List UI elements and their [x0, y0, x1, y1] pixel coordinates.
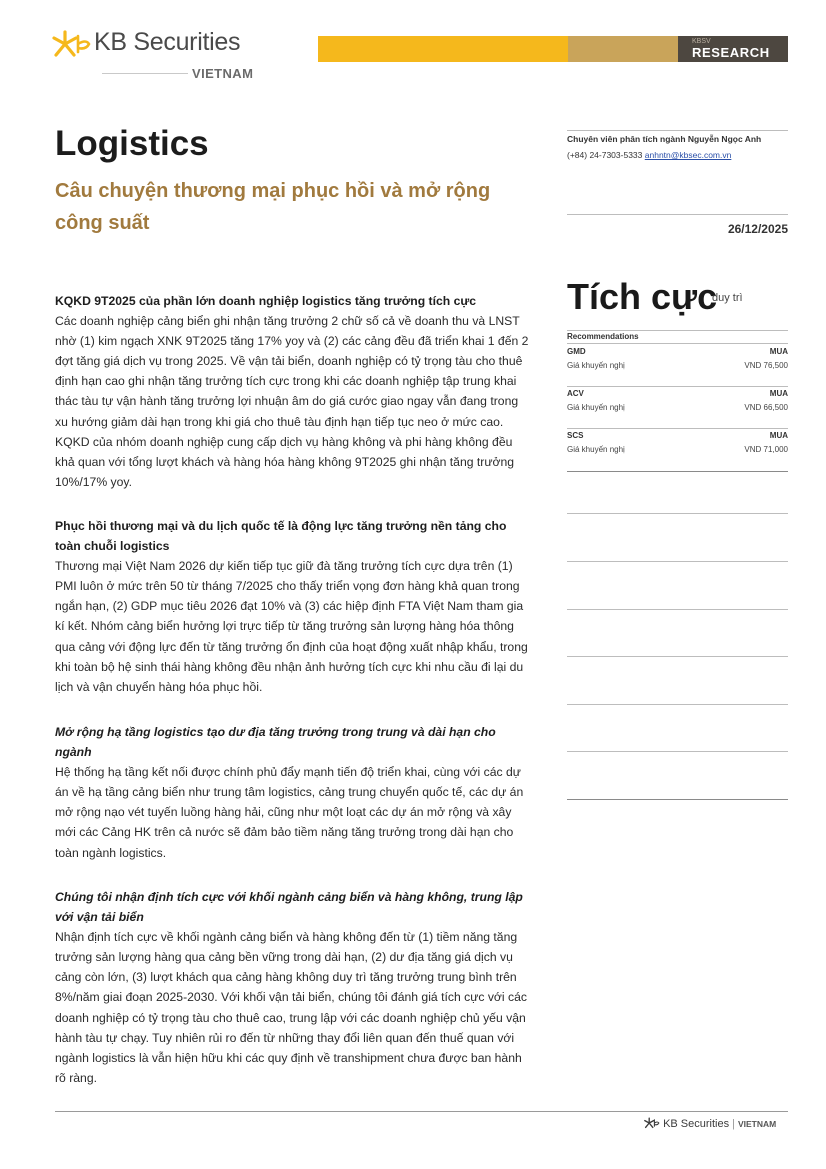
report-date: 26/12/2025: [727, 222, 788, 236]
stock-rating: MUA: [769, 389, 788, 398]
stock-ticker: ACV: [567, 389, 584, 398]
footer-country: VIETNAM: [737, 1119, 777, 1129]
recommendations-heading: Recommendations: [567, 332, 639, 341]
sidebar-empty-rule: [567, 656, 788, 657]
sidebar-empty-rule: [567, 561, 788, 562]
section-heading: KQKD 9T2025 của phần lớn doanh nghiệp logistics tăng trưởng tích cực: [55, 294, 476, 308]
sidebar-empty-rule: [567, 704, 788, 705]
band-small-label: KBSV: [692, 38, 711, 45]
kb-star-icon: [52, 30, 92, 58]
stock-rating: MUA: [769, 431, 788, 440]
analyst-email-link[interactable]: anhntn@kbsec.com.vn: [644, 150, 732, 160]
footer-star-icon: [644, 1117, 660, 1129]
header-band-gold: [568, 36, 678, 62]
target-price-label: Giá khuyến nghị: [567, 361, 625, 370]
stock-rating: MUA: [769, 347, 788, 356]
target-price-label: Giá khuyến nghị: [567, 445, 625, 454]
analyst-name: Chuyên viên phân tích ngành Nguyễn Ngọc Anh: [567, 134, 762, 144]
sidebar-empty-rule: [567, 799, 788, 800]
row-divider: [567, 386, 788, 387]
recommendations-header-rule: [567, 343, 788, 344]
sidebar-empty-rule: [567, 751, 788, 752]
section-body: Thương mại Việt Nam 2026 dự kiến tiếp tục giữ đà tăng trưởng tích cực dựa trên (1) PMI luôn ở mức trên 50 từ tháng 7/2025 cho thấy triển vọng đơn hàng khả quan trong ngắn hạn, (2) GDP mục tiêu 2026 đạt 10% và (3) các hiệp định FTA Việt Nam tham gia kí kết. Nhóm cảng biển hưởng lợi trực tiếp từ tăng trưởng sản lượng hàng hóa thông qua cảng với động lực đến từ tăng trưởng ổn định của hoạt động xuất nhập khẩu, trong khi toàn bộ hệ sinh thái hàng không đều nhận ảnh hưởng tích cực khi nhu cầu đi lại du lịch và vận chuyển hàng hóa phục hồi.: [55, 559, 528, 694]
sidebar-empty-rule: [567, 513, 788, 514]
section-trade-recovery: [55, 516, 533, 697]
section-heading: Chúng tôi nhận định tích cực với khối ngành cảng biển và hàng không, trung lập với vận tải biển: [55, 890, 523, 925]
target-price: VND 66,500: [744, 403, 788, 412]
header-band-yellow: [318, 36, 568, 62]
stock-ticker: GMD: [567, 347, 586, 356]
analyst-phone: (+84) 24-7303-5333: [567, 150, 643, 160]
logo-divider: [102, 73, 188, 74]
analyst-contact: [567, 150, 731, 160]
footer-logo: [644, 1117, 776, 1130]
section-body: Các doanh nghiệp cảng biển ghi nhận tăng trưởng 2 chữ số cả về doanh thu và LNST nhờ (1) kim ngạch XNK 9T2025 tăng 17% yoy và (2) các cảng đều đã triển khai 1 đến 2 đợt tăng giá dịch vụ trong 2025. Về vận tải biển, doanh nghiệp có tỷ trọng tàu cho thuê định hạn cao ghi nhận tăng trưởng tích cực trong khi các doanh nghiệp tập trung khai thác tàu tự vận hành tăng trưởng lợi nhuận âm do giá cước giao ngay vẫn đang trong xu hướng giảm dài hạn trong khi giá cho thuê tàu định hạn tiếp tục neo ở mức cao. KQKD của nhóm doanh nghiệp cung cấp dịch vụ hàng không và phi hàng không đều khả quan với tổng lượt khách và hàng hóa hàng không 9T2025 ghi nhận tăng trưởng 10%/17% yoy.: [55, 314, 529, 489]
target-price: VND 71,000: [744, 445, 788, 454]
brand-name: KB Securities: [94, 28, 241, 56]
section-heading: Mở rộng hạ tầng logistics tạo dư địa tăng trưởng trong trung và dài hạn cho ngành: [55, 725, 496, 760]
section-body: Nhận định tích cực về khối ngành cảng biển và hàng không đến từ (1) tiềm năng tăng trưởng sản lượng hàng qua cảng bền vững trong dài hạn, (2) dư địa tăng giá dịch vụ cảng còn lớn, (3) lượt khách qua cảng hàng không duy trì tăng trưởng trung bình trên 8%/năm giai đoạn 2025-2030. Với khối vận tải biển, chúng tôi đánh giá tích cực với các doanh nghiệp có tỷ trọng tàu cho thuê cao, trung lập với các doanh nghiệp chủ yếu vận hành tàu tự chạy. Tuy nhiên rủi ro đến từ những thay đổi liên quan đến thuế quan với ngành logistics là vẫn hiện hữu khi các quy định về transhipment chưa được ban hành rõ ràng.: [55, 930, 527, 1085]
footer-brand: KB Securities: [663, 1118, 730, 1130]
recommendation-row: [567, 347, 788, 387]
sidebar-empty-rule: [567, 609, 788, 610]
recommendation-row: [567, 431, 788, 471]
section-infrastructure: [55, 722, 533, 863]
date-rule: [567, 214, 788, 215]
section-outlook: [55, 887, 533, 1088]
recommendation-row: [567, 389, 788, 429]
section-body: Hệ thống hạ tầng kết nối được chính phủ đẩy mạnh tiến độ triển khai, cùng với các dự án về hạ tầng cảng biển như trung tâm logistics, cảng trung chuyển quốc tế, các dự án mở rộng nạo vét tuyến luồng hàng hải, cũng như một loạt các dự án mở rộng và xây mới các Cảng HK trên cả nước sẽ đảm bảo tiềm năng tăng trưởng trong dài hạn cho toàn ngành logistics.: [55, 765, 524, 860]
stock-ticker: SCS: [567, 431, 584, 440]
footer-rule: [55, 1111, 788, 1112]
recommendations-bottom-rule: [567, 471, 788, 472]
target-price-label: Giá khuyến nghị: [567, 403, 625, 412]
report-title: Logistics: [55, 124, 209, 163]
kb-securities-logo: [52, 28, 272, 84]
sidebar-top-rule: [567, 130, 788, 131]
report-subtitle: Câu chuyện thương mại phục hồi và mở rộng công suất: [55, 180, 491, 234]
rating-note: duy trì: [712, 292, 743, 304]
sector-rating: Tích cực: [567, 276, 718, 317]
section-heading: Phục hồi thương mại và du lịch quốc tế là động lực tăng trưởng nền tảng cho toàn chuỗi logistics: [55, 519, 507, 554]
target-price: VND 76,500: [744, 361, 788, 370]
brand-country: VIETNAM: [192, 66, 254, 81]
row-divider: [567, 428, 788, 429]
footer-separator: |: [732, 1118, 735, 1130]
recommendations-rule: [567, 330, 788, 331]
section-performance: [55, 291, 533, 492]
research-label: RESEARCH: [692, 45, 770, 60]
